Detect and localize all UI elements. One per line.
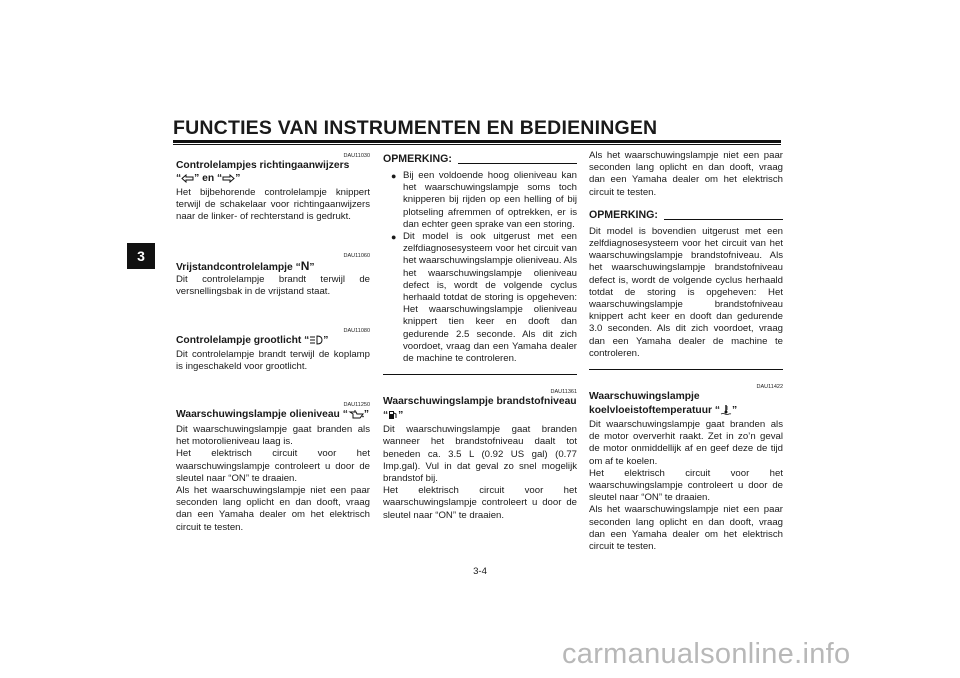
fuel-level-text-1: Dit waarschuwingslampje gaat branden wanneer het brandstofniveau daalt tot beneden ca. 3.5 L (0.92 US gal) (0.77 Imp.gal). Vul in dat geval zo snel mogelijk brandstof bij. xyxy=(383,424,577,485)
fuel-level-heading: Waarschuwingslampje brandstofniveau “ ” xyxy=(383,396,577,424)
coolant-text-3: Als het waarschuwingslampje niet een paar seconden lang oplicht en dan dooft, vraag dan een Yamaha dealer om het elektrisch circuit te testen. xyxy=(589,504,783,553)
bullet-dot-icon: ● xyxy=(391,171,397,181)
oil-level-text-3: Als het waarschuwingslampje niet een paar seconden lang oplicht en dan dooft, vraag dan een Yamaha dealer om het elektrisch circuit te testen. xyxy=(176,484,370,533)
neutral-text: Dit controlelampje brandt terwijl de versnellingsbak in de vrijstand staat. xyxy=(176,274,370,298)
fuel-pump-icon xyxy=(388,409,398,425)
section-code: DAU11030 xyxy=(343,153,370,159)
watermark: carmanualsonline.info xyxy=(562,638,851,670)
section-code: DAU11060 xyxy=(343,252,370,259)
high-beam-icon xyxy=(309,335,323,350)
page-title: FUNCTIES VAN INSTRUMENTEN EN BEDIENINGEN xyxy=(173,117,658,139)
note-bullet: ● Dit model is ook uitgerust met een zelfdiagnosesysteem voor het circuit van het waarschuwingslampje olieniveau. Als het waarschuwingslampje olieniveau defect is, wordt de volgende cyclus herhaald totdat de storing is opgeheven: Het waarschuwingslampje olieniveau knippert tien keer en dooft dan gedurende 2.5 seconde. Als dit zich voordoet, vraag dan een Yamaha dealer de machine te controleren. xyxy=(391,231,577,365)
neutral-heading: Vrijstandcontrolelampje “N” xyxy=(176,258,315,273)
section-code: DAU11361 xyxy=(550,389,577,396)
fuel-level-text-2: Het elektrisch circuit voor het waarschuwingslampje controleert u door de sleutel naar “ON” te draaien. xyxy=(383,485,577,521)
thermometer-icon xyxy=(720,404,732,420)
note-text: Dit model is bovendien uitgerust met een zelfdiagnosesysteem voor het circuit van het waarschuwingslampje brandstofniveau. Als het waarschuwingslampje brandstofniveau defect is, wordt de volgende cyclus herhaald totdat de storing is opgeheven: Het waarschuwingslampje brandstofniveau knippert acht keer en dooft dan gedurende 3.0 seconden. Als dit zich voordoet, vraag dan een Yamaha dealer de machine te controleren. xyxy=(589,225,783,359)
column-2 xyxy=(383,153,577,522)
coolant-temperature-heading: Waarschuwingslampje koelvloeistoftemperatuur “ ” xyxy=(589,391,783,419)
column-1 xyxy=(176,150,370,534)
section-code: DAU11080 xyxy=(343,327,370,334)
note-heading: OPMERKING: xyxy=(589,209,783,222)
page-number: 3-4 xyxy=(473,566,487,577)
title-rule-thin xyxy=(173,144,781,145)
note-heading: OPMERKING: xyxy=(383,153,577,166)
oil-level-heading: Waarschuwingslampje olieniveau “ ” xyxy=(176,409,370,424)
neutral-n-icon: N xyxy=(300,258,310,273)
fuel-level-text-3: Als het waarschuwingslampje niet een paar seconden lang oplicht en dan dooft, vraag dan een Yamaha dealer om het elektrisch circuit te testen. xyxy=(589,150,783,198)
turn-right-arrow-icon xyxy=(222,174,235,188)
coolant-text-2: Het elektrisch circuit voor het waarschuwingslampje controleert u door de sleutel naar “ON” te draaien. xyxy=(589,467,783,504)
high-beam-heading: Controlelampje grootlicht “ ” xyxy=(176,335,370,350)
oil-level-text-2: Het elektrisch circuit voor het waarschuwingslampje controleert u door de sleutel naar “ON” te draaien. xyxy=(176,448,370,484)
section-code: DAU11250 xyxy=(343,402,370,409)
turn-signal-heading: Controlelampjes richtingaanwijzers “ ” en “ ” xyxy=(176,160,370,187)
chapter-tab[interactable]: 3 xyxy=(127,243,155,269)
coolant-text-1: Dit waarschuwingslampje gaat branden als de motor oververhit raakt. Zet in zo’n geval de motor onmiddellijk af en geef deze de tijd om af te koelen. xyxy=(589,419,783,467)
section-code: DAU11422 xyxy=(756,384,783,391)
column-3 xyxy=(589,150,783,553)
title-rule xyxy=(173,140,781,143)
high-beam-text: Dit controlelampje brandt terwijl de koplamp is ingeschakeld voor grootlicht. xyxy=(176,349,370,373)
bullet-dot-icon: ● xyxy=(391,232,397,243)
oil-can-icon xyxy=(348,409,364,424)
turn-left-arrow-icon xyxy=(181,174,194,188)
turn-signal-text: Het bijbehorende controlelampje knippert terwijl de schakelaar voor richtingaanwijzers naar de linker- of rechterstand is gedrukt. xyxy=(176,187,370,223)
oil-level-text-1: Dit waarschuwingslampje gaat branden als het motorolieniveau laag is. xyxy=(176,423,370,448)
note-bullet: ● Bij een voldoende hoog olieniveau kan het waarschuwingslampje soms toch knipperen bij rijden op een helling of bij plotseling afremmen of optrekken, er is dan echter geen sprake van een storing. xyxy=(391,170,577,230)
